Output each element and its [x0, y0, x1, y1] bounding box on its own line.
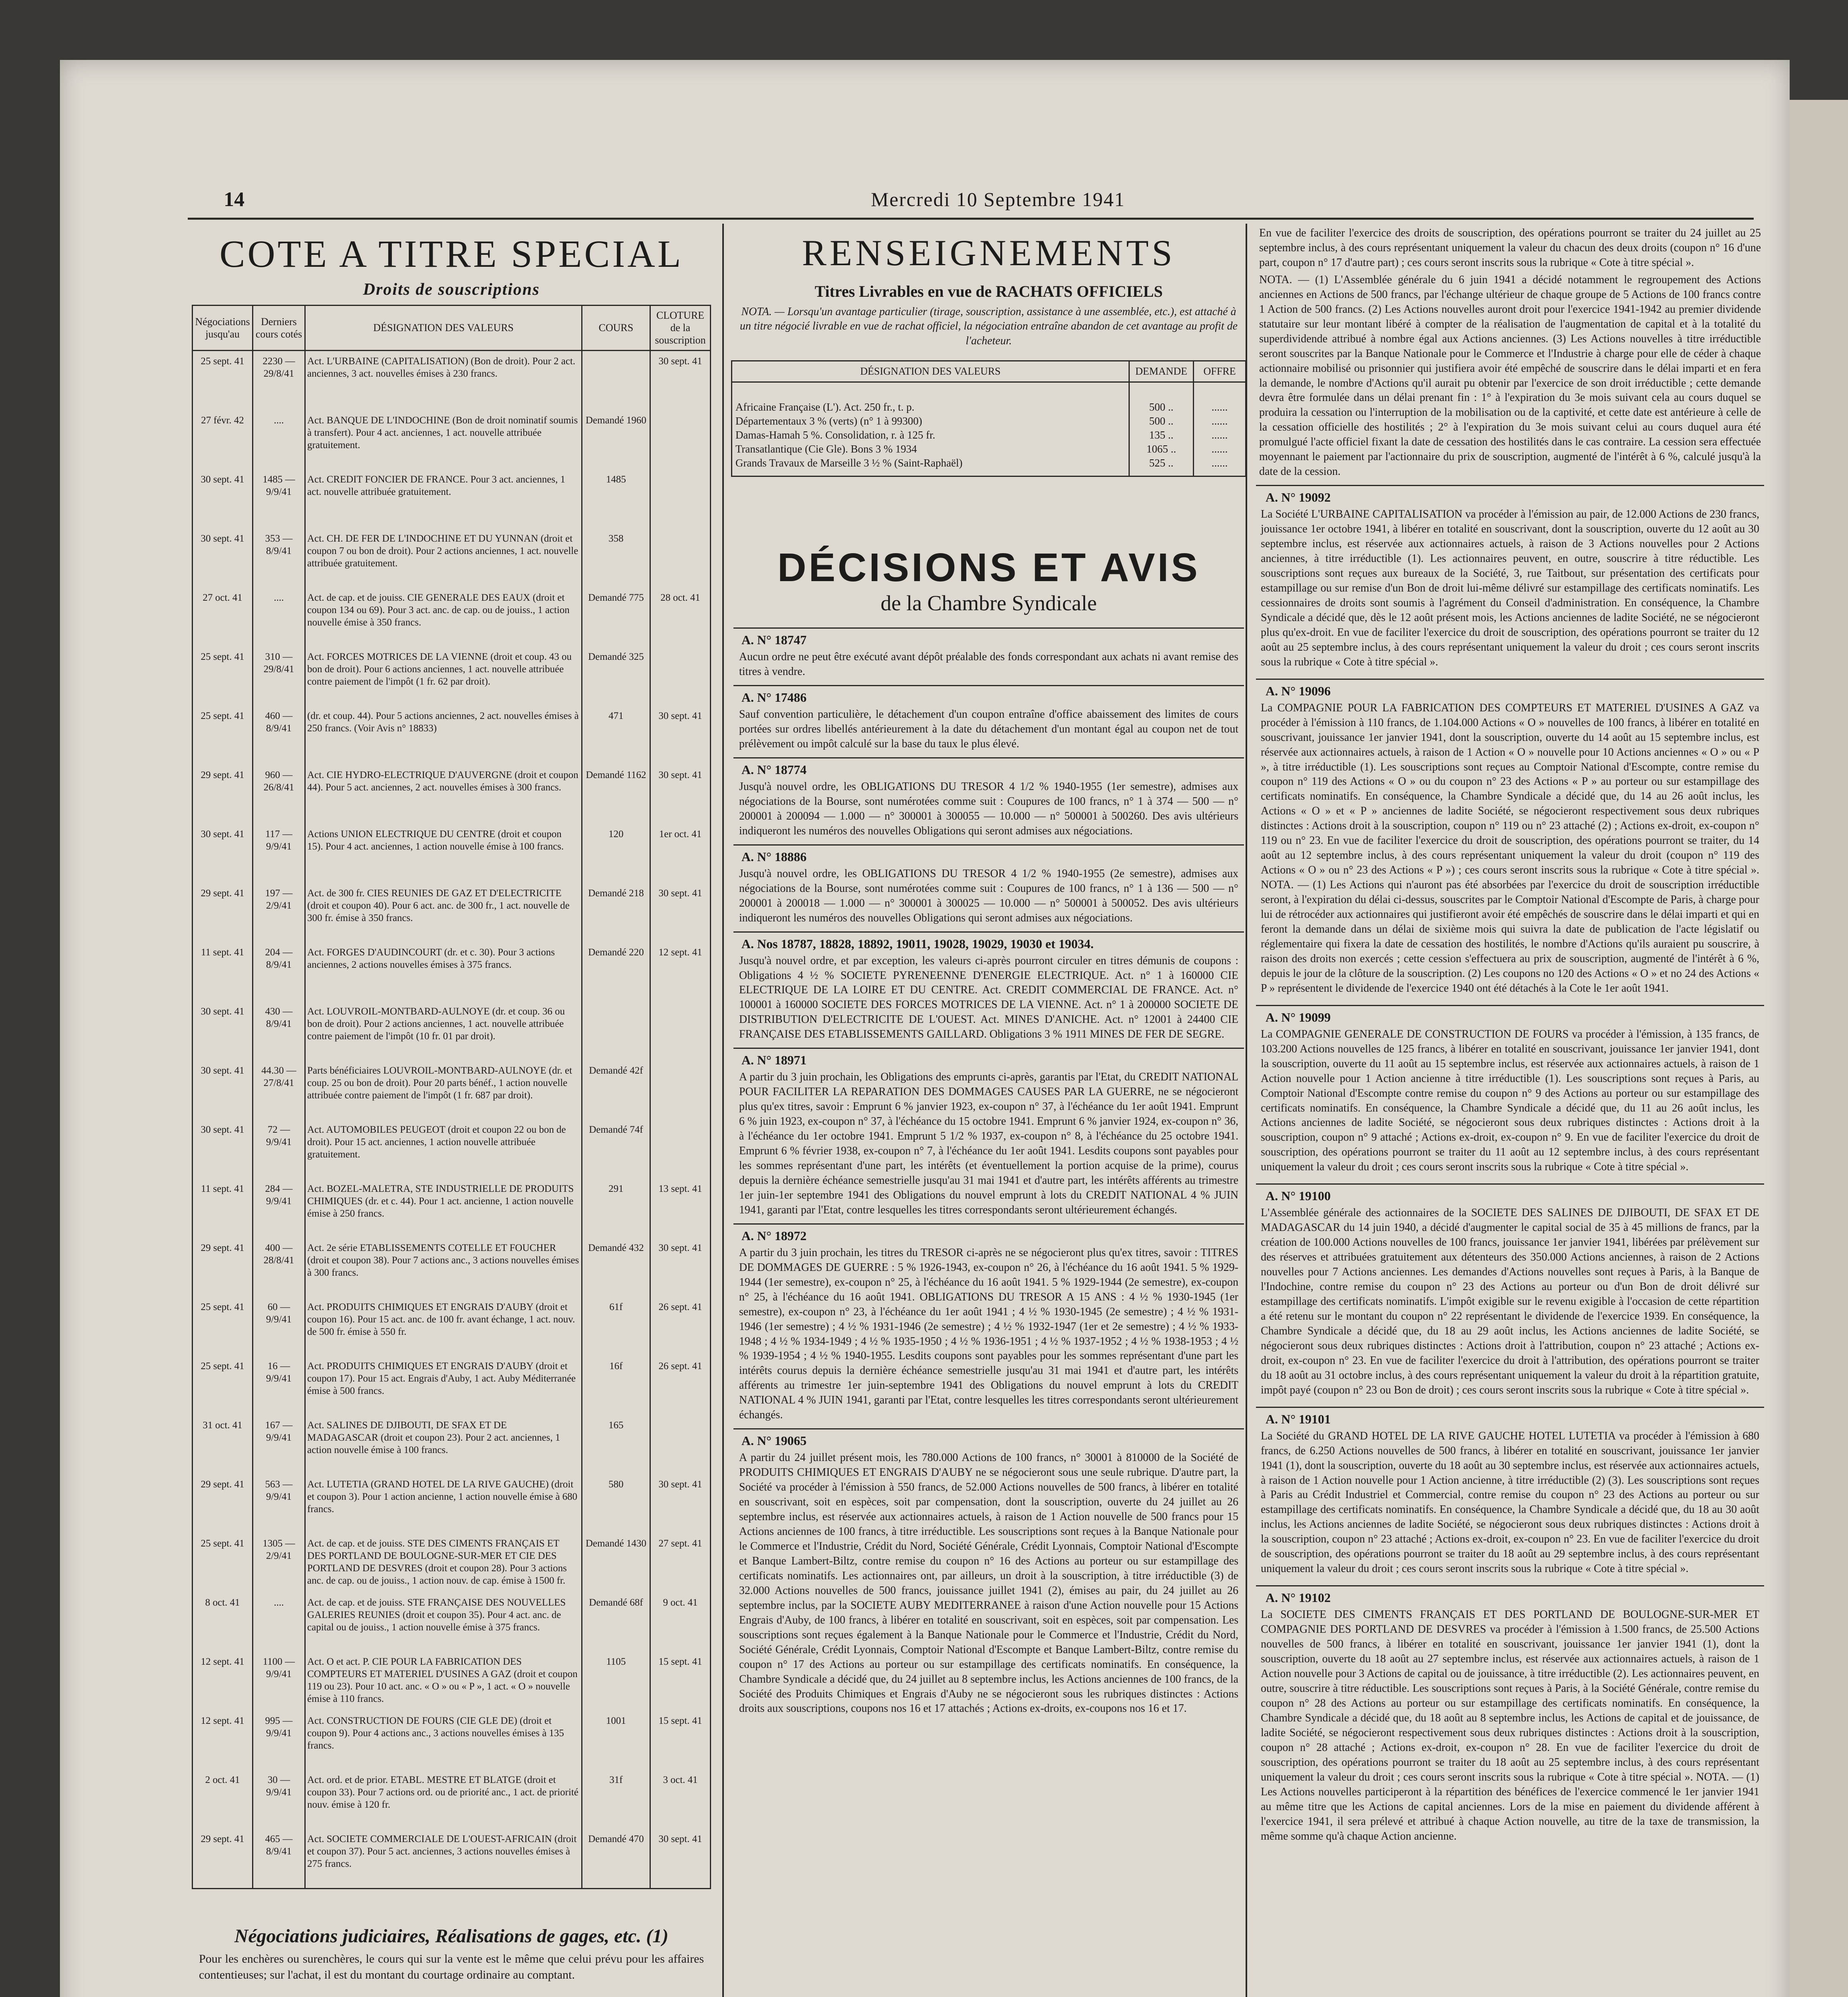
cote-cell-date: 29 sept. 41: [193, 765, 253, 824]
cote-cell-name: Act. L'URBAINE (CAPITALISATION) (Bon de droit). Pour 2 act. anciennes, 3 act. nouvelles émises à 230 francs.: [305, 350, 582, 410]
rachats-cell-name: Départementaux 3 % (verts) (n° 1 à 99300): [732, 414, 1129, 428]
cote-cell-cloture: 13 sept. 41: [650, 1179, 711, 1238]
cote-cell-name: Act. O et act. P. CIE POUR LA FABRICATION DES COMPTEURS ET MATERIEL D'USINES A GAZ (droit et coupon 119 ou 23). Pour 10 act. anc. « O » ou « P », 1 act. « O » nouvelle émise à 110 francs.: [305, 1652, 582, 1711]
cote-cell-cloture: 3 oct. 41: [650, 1770, 711, 1829]
rachats-col-header: DEMANDE: [1129, 361, 1194, 382]
cote-cell-date: 25 sept. 41: [193, 350, 253, 410]
cote-cell-cloture: 30 sept. 41: [650, 1829, 711, 1889]
cote-cell-cloture: [650, 1415, 711, 1474]
cote-cell-date: 12 sept. 41: [193, 1652, 253, 1711]
avis-nota: NOTA. — (1) L'Assemblée générale du 6 juin 1941 a décidé notamment le regroupement des Actions anciennes en Actions de 500 francs, par l'échange ultérieur de chaque groupe de 5 Actions de 100 francs contre 1 Action de 500 francs. (2) Les Actions nouvelles auront droit pour l'exercice 1941-1942 au premier dividende statutaire sur leur montant libéré à compter de la réalisation de l'augmentation de capital et à la totalité du superdividende attribué à nombre égal aux Actions anciennes. (3) Les Actions nouvelles à titre irréductible seront souscrites par la Banque Nationale pour le Commerce et l'Industrie à charge pour elle de céder à chaque actionnaire mobilisé ou prisonnier qui justifiera avoir été empêché de souscrire dans le délai imparti et en fera la demande, le nombre d'Actions qu'il aurait pu obtenir par l'exercice de son droit irréductible ; cette demande devra être formulée dans un délai prenant fin : 1° à l'expiration du 3e mois suivant cela au cours duquel se produira la cessation ou l'interruption de la mobilisation ou de la captivité, et cette date est antérieure à celle de la cessation officielle des hostilités ; 2° à l'expiration du 3e mois suivant celui au cours duquel aura été promulgué l'acte officiel fixant la date de cessation des hostilités dans le cas contraire. La cession sera effectuée moyennant le paiement par l'actionnaire du prix de souscription, augmenté de l'intérêt à 6 %, calculé jusqu'à la date de la cession.: [1259, 273, 1761, 478]
cote-cell-name: Act. SOCIETE COMMERCIALE DE L'OUEST-AFRICAIN (droit et coupon 37). Pour 5 act. anciennes, 3 actions nouvelles émises à 275 francs.: [305, 1829, 582, 1889]
cote-row: [193, 1533, 711, 1592]
cote-row: [193, 1474, 711, 1533]
avis-text: La COMPAGNIE POUR LA FABRICATION DES COMPTEURS ET MATERIEL D'USINES A GAZ va procéder à l'émission à 110 francs, de 1.104.000 Actions « O » nouvelles de 100 francs, à libérer en totalité en souscrivant, jouissance 1er janvier 1941, dont la souscription, ouverte du 14 août au 15 septembre inclus, est réservée aux actionnaires actuels, à raison de 1 Action « O » nouvelle pour 10 Actions anciennes « O » ou « P », à titre irréductible (1). Les souscriptions sont reçues au Comptoir National d'Escompte, contre remise du coupon n° 119 des Actions « O » ou du coupon n° 23 des Actions « P » au porteur ou sur estampillage des certificats nominatifs. En conséquence, la Chambre Syndicale a décidé que, du 14 au 26 août inclus, les Actions « O » et « P » anciennes de ladite Société, se négocieront respectivement sous deux rubriques distinctes : Actions droit à la souscription, coupon n° 119 ou n° 23 attaché (2) ; Actions ex-droit, ex-coupon n° 119 ou n° 23. En vue de faciliter l'exercice du droit de souscription, des opérations pourront se traiter, du 14 août au 12 septembre inclus, à des cours représentant uniquement la valeur du droit (coupon n° 119 des Actions « O » ou n° 23 des Actions « P ») ; ces cours seront inscrits sous la rubrique « Cote à titre spécial ». NOTA. — (1) Les Actions qui n'auront pas été absorbées par l'exercice du droit de souscription irréductible seront, à l'expiration du délai ci-dessus, souscrites par le Comptoir National d'Escompte de Paris, à charge pour lui de rétrocéder aux actionnaires qui justifieront avoir été empêchés de souscrire dans le délai imparti et qui en feront la demande dans un délai de sixième mois qui suivra la date de publication de l'acte législatif ou réglementaire qui fixera la date de cessation des hostilités, le nombre d'Actions qu'ils auraient pu souscrire, à raison des droits non exercés ; cette cession s'effectuera au prix de souscription, augmenté de l'intérêt à 6 %, depuis le jour de la clôture de la souscription. (2) Les coupons no 120 des Actions « O » et no 24 des Actions « P » représentent le dividende de l'exercice 1940 ont été détachés à la Cote le 1er août 1941.: [1261, 701, 1759, 995]
avis-number: A. N° 19099: [1266, 1010, 1331, 1024]
cote-col-header: COURS: [582, 306, 650, 351]
cote-cell-date: 30 sept. 41: [193, 469, 253, 528]
cote-cell-cloture: [650, 1001, 711, 1060]
avis-item: [1256, 1585, 1764, 1844]
cote-cell-cours: 165: [582, 1415, 650, 1474]
cote-cell-name: Act. BANQUE DE L'INDOCHINE (Bon de droit nominatif soumis à transfert). Pour 4 act. anciennes, 1 act. nouvelle attribuée gratuitement.: [305, 410, 582, 469]
cote-cell-date: 27 févr. 42: [193, 410, 253, 469]
rachats-cell-name: Damas-Hamah 5 %. Consolidation, r. à 125 fr.: [732, 428, 1129, 442]
avis-item: [1256, 679, 1764, 996]
cote-column: [192, 224, 711, 1997]
cote-subtitle: Droits de souscriptions: [363, 280, 540, 299]
cote-cell-date: 25 sept. 41: [193, 1356, 253, 1415]
cote-cell-last: 960 — 26/8/41: [253, 765, 305, 824]
decision-item: [733, 931, 1244, 1042]
cote-row: [193, 647, 711, 706]
cote-row: [193, 350, 711, 410]
cote-cell-cours: Demandé 220: [582, 942, 650, 1001]
cote-cell-date: 25 sept. 41: [193, 1297, 253, 1356]
cote-cell-cours: 1001: [582, 1711, 650, 1770]
column-rule-1: [722, 224, 724, 1997]
decision-item: [733, 627, 1244, 679]
cote-cell-cloture: 27 sept. 41: [650, 1533, 711, 1592]
header-rule: [188, 218, 1754, 220]
avis-text: La Société du GRAND HOTEL DE LA RIVE GAUCHE HOTEL LUTETIA va procéder à l'émission à 680 francs, de 6.250 Actions nouvelles de 500 francs, à libérer en totalité en souscrivant, jouissance 1er janvier 1941 (1), dont la souscription, ouverte du 18 août au 30 septembre inclus, est réservée aux actionnaires actuels, à raison de 1 Action nouvelle pour 1 Action ancienne, à titre irréductible (2) (3). Les souscriptions sont reçues à Paris au Crédit Industriel et Commercial, contre remise du coupon n° 23 des Actions au porteur ou sur estampillage des certificats nominatifs. En conséquence, la Chambre Syndicale a décidé que, du 18 au 30 août inclus, les Actions anciennes de ladite Société, se négocieront sous deux rubriques distinctes : Actions droit à la souscription, coupon n° 23 attaché ; Actions ex-droit, ex-coupon n° 23. En vue de faciliter l'exercice du droit de souscription, des opérations pourront se traiter du 18 août au 29 septembre inclus, à des cours représentant uniquement la valeur du droit ; ces cours seront inscrits sous la rubrique « Cote à titre spécial ».: [1261, 1429, 1759, 1575]
cote-cell-last: ....: [253, 410, 305, 469]
cote-cell-date: 2 oct. 41: [193, 1770, 253, 1829]
cote-cell-cloture: [650, 469, 711, 528]
cote-row: [193, 942, 711, 1001]
rachats-row: [732, 428, 1246, 442]
cote-row: [193, 1356, 711, 1415]
cote-cell-name: Act. CH. DE FER DE L'INDOCHINE ET DU YUNNAN (droit et coupon 7 ou bon de droit). Pour 2 actions anciennes, 1 act. nouvelle attribuée gratuitement.: [305, 528, 582, 588]
cote-cell-name: Act. ord. et de prior. ETABL. MESTRE ET BLATGE (droit et coupon 33). Pour 7 actions ord. ou de priorité anc., 1 act. de priorité nouv. émise à 120 fr.: [305, 1770, 582, 1829]
cote-cell-last: 60 — 9/9/41: [253, 1297, 305, 1356]
avis-number: A. N° 19100: [1266, 1189, 1331, 1203]
renseignements-note: NOTA. — Lorsqu'un avantage particulier (tirage, souscription, assistance à une assemblée, etc.), est attaché à un titre négocié livrable en vue de rachat officiel, la négociation entraîne abandon de cet avantage au profit de l'acheteur.: [740, 306, 1238, 347]
cote-cell-last: 44.30 — 27/8/41: [253, 1060, 305, 1120]
cote-cell-cours: 471: [582, 706, 650, 765]
cote-cell-last: 563 — 9/9/41: [253, 1474, 305, 1533]
cote-cell-name: Act. SALINES DE DJIBOUTI, DE SFAX ET DE MADAGASCAR (droit et coupon 23). Pour 2 act. anciennes, 1 action nouvelle émise à 100 francs.: [305, 1415, 582, 1474]
rachats-cell-offre: ......: [1194, 414, 1246, 428]
cote-cell-date: 30 sept. 41: [193, 1060, 253, 1120]
cote-cell-cours: Demandé 1960: [582, 410, 650, 469]
cote-row: [193, 469, 711, 528]
decision-text: A partir du 3 juin prochain, les Obligations des emprunts ci-après, garantis par l'Etat, du CREDIT NATIONAL POUR FACILITER LA REPARATION DES DOMMAGES CAUSES PAR LA GUERRE, ne se négocieront plus qu'ex titres, savoir : Emprunt 6 % janvier 1923, ex-coupon n° 37, à l'échéance du 1er août 1941. Emprunt 6 % juin 1923, ex-coupon n° 37, à l'échéance du 15 octobre 1941. Emprunt 6 % janvier 1924, ex-coupon n° 36, à l'échéance du 1er octobre 1941. Emprunt 5 1/2 % 1937, ex-coupon n° 8, à l'échéance du 25 octobre 1941. Emprunt 6 % février 1938, ex-coupon n° 7, à l'échéance du 1er août 1941. Lesdits coupons sont payables pour les sommes représentant d'une part, les intérêts (et éventuellement la portion acquise de la prime), courus depuis la dernière échéance semestrielle jusqu'au 31 mai 1941 et d'autre part, les intérêts afférents au trimestre 1er juin-1er septembre 1941 des Obligations du nouvel emprunt à lots du CREDIT NATIONAL 4 % JUIN 1941, garanti par l'Etat, contre lesquelles les titres correspondants seront ultérieurement échangés.: [739, 1071, 1238, 1216]
avis-item: [1256, 485, 1764, 669]
cote-header-row: [193, 306, 711, 351]
decision-item: [733, 685, 1244, 752]
cote-cell-date: 8 oct. 41: [193, 1592, 253, 1652]
avis-number: A. N° 19102: [1266, 1590, 1331, 1605]
cote-cell-date: 29 sept. 41: [193, 1238, 253, 1297]
negociations-text: Pour les enchères ou surenchères, le cours qui sur la vente est le même que celui prévu pour les affaires contentieuses; sur l'achat, il est du montant du courtage ordinaire au comptant.: [199, 1952, 704, 1982]
rachats-row: [732, 442, 1246, 456]
page-date: Mercredi 10 Septembre 1941: [871, 188, 1125, 210]
rachats-cell-demande: 135 ..: [1129, 428, 1194, 442]
cote-cell-last: 1100 — 9/9/41: [253, 1652, 305, 1711]
cote-row: [193, 1829, 711, 1889]
cote-cell-cloture: 15 sept. 41: [650, 1711, 711, 1770]
cote-cell-cours: Demandé 1430: [582, 1533, 650, 1592]
cote-cell-cours: [582, 1001, 650, 1060]
decisions-subtitle: de la Chambre Syndicale: [880, 591, 1097, 615]
rachats-cell-offre: ......: [1194, 442, 1246, 456]
rachats-cell-offre: ......: [1194, 428, 1246, 442]
cote-cell-cours: 16f: [582, 1356, 650, 1415]
cote-col-header: Derniers cours cotés: [253, 306, 305, 351]
cote-cell-cours: Demandé 470: [582, 1829, 650, 1889]
avis-number: A. N° 19096: [1266, 683, 1331, 698]
cote-cell-cloture: 15 sept. 41: [650, 1652, 711, 1711]
cote-row: [193, 706, 711, 765]
avis-item: [1256, 1183, 1764, 1398]
cote-cell-cloture: 12 sept. 41: [650, 942, 711, 1001]
cote-cell-cours: Demandé 432: [582, 1238, 650, 1297]
cote-row: [193, 588, 711, 647]
cote-cell-cours: 120: [582, 824, 650, 883]
cote-title: COTE A TITRE SPECIAL: [219, 232, 684, 275]
decision-text: A partir du 24 juillet présent mois, les 780.000 Actions de 100 francs, n° 30001 à 810000 de la Société de PRODUITS CHIMIQUES ET ENGRAIS D'AUBY ne se négocieront sous une seule rubrique. D'autre part, la Société va procéder à l'émission à 550 francs, de 52.000 Actions nouvelles de 500 francs, à libérer en totalité en souscrivant, soit en espèces, soit par compensation, dont la souscription, ouverte du 24 juillet au 26 septembre inclus, est réservée aux actionnaires actuels, à raison de 1 Action nouvelle de 500 francs pour 15 Actions anciennes de 100 francs, à titre irréductible. Les souscriptions sont reçues à la Banque Nationale pour le Commerce et l'Industrie, Crédit du Nord, Société Générale, Crédit Lyonnais, Comptoir National d'Escompte et Banque Lambert-Biltz, contre remise du coupon n° 16 des Actions au porteur ou sur estampillage des certificats nominatifs. Les actionnaires ont, par ailleurs, un droit à la souscription, à titre irréductible (3) de 32.000 Actions nouvelles de 500 francs, jouissance juillet 1941 (2), émises au pair, du 24 juillet au 26 septembre inclus, par la SOCIETE AUBY MEDITERRANEE à raison d'une Action nouvelle pour 15 Actions Engrais d'Auby, de 100 francs, à libérer en totalité en souscrivant, soit en espèces, soit par compensation. Les souscriptions sont reçues également à la Banque Nationale pour le Commerce et l'Industrie, Crédit du Nord, Société Générale, Crédit Lyonnais, Comptoir National d'Escompte et Banque Lambert-Biltz, contre remise du coupon n° 17 des Actions au porteur ou sur estampillage des certificats nominatifs. En conséquence, la Chambre Syndicale a décidé que, du 24 juillet au 8 septembre inclus, les Actions anciennes de 100 francs, de la Société des Produits Chimiques et Engrais d'Auby ne se négocieront sous les rubriques distinctes : Actions droits aux souscriptions, coupons nos 16 et 17 attachés ; Actions ex-droits, ex-coupons nos 16 et 17.: [739, 1451, 1238, 1715]
cote-row: [193, 1297, 711, 1356]
cote-row: [193, 1238, 711, 1297]
cote-cell-date: 12 sept. 41: [193, 1711, 253, 1770]
cote-col-header: CLOTURE de la souscription: [650, 306, 711, 351]
decision-text: A partir du 3 juin prochain, les titres du TRESOR ci-après ne se négocieront plus qu'ex titres, savoir : TITRES DE DOMMAGES DE GUERRE : 5 % 1926-1943, ex-coupon n° 26, à l'échéance du 16 août 1941. 5 % 1929-1944 (1er semestre), ex-coupon n° 25, à l'échéance du 16 août 1941. 5 % 1929-1944 (2e semestre), ex-coupon n° 25, à l'échéance du 16 août 1941. OBLIGATIONS DU TRESOR A 15 ANS : 4 ½ % 1930-1945 (1er semestre), ex-coupon n° 23, à l'échéance du 1er août 1941 ; 4 ½ % 1930-1945 (2e semestre) ; 4 ½ % 1931-1946 (1er semestre) ; 4 ½ % 1931-1946 (2e semestre) ; 4 ½ % 1932-1947 (1er et 2e semestre) ; 4 ½ % 1933-1948 ; 4 ½ % 1934-1949 ; 4 ½ % 1935-1950 ; 4 ½ % 1936-1951 ; 4 ½ % 1937-1952 ; 4 ½ % 1938-1953 ; 4 ½ % 1939-1954 ; 4 ½ % 1940-1955. Lesdits coupons sont payables pour les sommes représentant d'une part les intérêts courus depuis la dernière échéance semestrielle jusqu'au 31 mai 1941 et d'autre part, les intérêts afférents au trimestre 1er juin-septembre 1941 des Obligations du nouvel emprunt à lots du CREDIT NATIONAL 4 % JUIN 1941, garanti par l'Etat, contre lesquelles les titres correspondants seront ultérieurement échangés.: [739, 1246, 1238, 1421]
cote-row: [193, 1652, 711, 1711]
avis-text: La Société L'URBAINE CAPITALISATION va procéder à l'émission au pair, de 12.000 Actions de 230 francs, jouissance 1er octobre 1941, à libérer en totalité en souscrivant, dont la souscription, ouverte du 12 août au 30 septembre inclus, est réservée aux actionnaires actuels, à raison de 3 Actions nouvelles pour 2 Actions anciennes, à titre irréductible (1). Les actionnaires peuvent, en outre, souscrire à titre réductible. Les souscriptions sont reçues aux bureaux de la Société, 3, rue Taitbout, sur présentation des certificats pour estampillage ou sur remise d'un Bon de droit lui-même délivré sur estampillage des certificats nominatifs. Les cessionnaires de droits sont soumis à l'agrément du Conseil d'administration. En conséquence, la Chambre Syndicale a décidé que, dès le 12 août présent mois, les Actions anciennes de ladite Société, ne se négocieront plus qu'ex-droit. En vue de faciliter l'exercice du droit de souscription, des opérations pourront se traiter du 12 août au 25 septembre inclus, à des cours représentant uniquement la valeur du droit ; ces cours seront inscrits sous la rubrique « Cote à titre spécial ».: [1261, 508, 1759, 668]
avis-text: La COMPAGNIE GENERALE DE CONSTRUCTION DE FOURS va procéder à l'émission, à 135 francs, de 103.200 Actions nouvelles de 125 francs, à libérer en totalité en souscrivant, jouissance 1er janvier 1941, dont la souscription, ouverte du 11 août au 15 septembre inclus, est réservée aux actionnaires actuels, à raison de 1 Action nouvelle pour 1 Action ancienne à titre irréductible (1). Les souscriptions sont reçues à Paris, au Comptoir National d'Escompte contre remise du coupon n° 9 des Actions au porteur ou sur estampillage des certificats nominatifs. En conséquence, la Chambre Syndicale a décidé que, du 11 au 26 août inclus, les Actions anciennes de ladite Société, se négocieront sous deux rubriques distinctes : Actions droit à la souscription, coupon n° 9 attaché ; Actions ex-droit, ex-coupon n° 9. En vue de faciliter l'exercice du droit de souscription, des opérations pourront se traiter du 11 août au 12 septembre inclus, à des cours représentant uniquement la valeur du droit ; ces cours seront inscrits sous la rubrique « Cote à titre spécial ».: [1261, 1028, 1759, 1173]
cote-cell-last: 197 — 2/9/41: [253, 883, 305, 942]
rachats-table-body: [732, 382, 1246, 476]
cote-cell-date: 29 sept. 41: [193, 883, 253, 942]
cote-cell-name: Act. LUTETIA (GRAND HOTEL DE LA RIVE GAUCHE) (droit et coupon 3). Pour 1 action ancienne, 1 action nouvelle émise à 680 francs.: [305, 1474, 582, 1533]
cote-cell-cours: Demandé 218: [582, 883, 650, 942]
cote-cell-last: ....: [253, 1592, 305, 1652]
cote-row: [193, 1179, 711, 1238]
cote-cell-cloture: [650, 1120, 711, 1179]
decision-text: Jusqu'à nouvel ordre, les OBLIGATIONS DU TRESOR 4 1/2 % 1940-1955 (2e semestre), admises aux négociations de la Bourse, sont numérotées comme suit : Coupures de 100 francs, n° 1 à 136 — 500 — n° 200001 à 200018 — 1.000 — n° 300001 à 300025 — 10.000 — n° 500001 à 500052. Des avis ultérieurs indiqueront les numéros des nouvelles Obligations qui seront admises aux négociations.: [739, 867, 1238, 924]
page-edge-right: [1790, 100, 1848, 1997]
cote-cell-name: Act. CONSTRUCTION DE FOURS (CIE GLE DE) (droit et coupon 9). Pour 4 actions anc., 3 actions nouvelles émises à 135 francs.: [305, 1711, 582, 1770]
decision-number: A. N° 18886: [741, 849, 807, 864]
cote-cell-name: Act. de 300 fr. CIES REUNIES DE GAZ ET D'ELECTRICITE (droit et coupon 40). Pour 6 act. anc. de 300 fr., 1 act. nouvelle de 300 fr. émise à 350 francs.: [305, 883, 582, 942]
cote-cell-last: 30 — 9/9/41: [253, 1770, 305, 1829]
cote-cell-cours: Demandé 775: [582, 588, 650, 647]
rachats-cell-offre: ......: [1194, 456, 1246, 476]
decision-text: Jusqu'à nouvel ordre, les OBLIGATIONS DU TRESOR 4 1/2 % 1940-1955 (1er semestre), admises aux négociations de la Bourse, sont numérotées comme suit : Coupures de 100 francs, n° 1 à 374 — 500 — n° 200001 à 200094 — 1.000 — n° 300001 à 300055 — 10.000 — n° 500001 à 500260. Des avis ultérieurs indiqueront les numéros des nouvelles Obligations qui seront admises aux négociations.: [739, 780, 1238, 837]
cote-cell-cours: [582, 350, 650, 410]
cote-cell-name: Act. FORGES D'AUDINCOURT (dr. et c. 30). Pour 3 actions anciennes, 2 actions nouvelles émises à 375 francs.: [305, 942, 582, 1001]
cote-cell-last: 167 — 9/9/41: [253, 1415, 305, 1474]
cote-row: [193, 883, 711, 942]
cote-cell-cloture: 26 sept. 41: [650, 1297, 711, 1356]
cote-col-header: DÉSIGNATION DES VALEURS: [305, 306, 582, 351]
cote-cell-last: 1485 — 9/9/41: [253, 469, 305, 528]
cote-cell-last: 460 — 8/9/41: [253, 706, 305, 765]
cote-cell-date: 30 sept. 41: [193, 824, 253, 883]
cote-cell-cours: 1105: [582, 1652, 650, 1711]
decision-item: [733, 1048, 1244, 1218]
cote-cell-name: Act. PRODUITS CHIMIQUES ET ENGRAIS D'AUBY (droit et coupon 16). Pour 15 act. anc. de 100 fr. avant échange, 1 act. nouv. de 500 fr. émise à 550 fr.: [305, 1297, 582, 1356]
cote-cell-name: Act. 2e série ETABLISSEMENTS COTELLE ET FOUCHER (droit et coupon 38). Pour 7 actions anc., 3 actions nouvelles émises à 300 francs.: [305, 1238, 582, 1297]
rachats-cell-demande: 1065 ..: [1129, 442, 1194, 456]
cote-cell-last: 400 — 28/8/41: [253, 1238, 305, 1297]
rachats-spacer-cell: [1129, 382, 1194, 401]
cote-table: [192, 305, 711, 1889]
renseignements-column: [731, 224, 1246, 1997]
cote-cell-date: 31 oct. 41: [193, 1415, 253, 1474]
rachats-cell-demande: 500 ..: [1129, 414, 1194, 428]
rachats-spacer-cell: [1194, 382, 1246, 401]
rachats-cell-demande: 525 ..: [1129, 456, 1194, 476]
rachats-cell-name: Transatlantique (Cie Gle). Bons 3 % 1934: [732, 442, 1129, 456]
avis-text: L'Assemblée générale des actionnaires de la SOCIETE DES SALINES DE DJIBOUTI, DE SFAX ET DE MADAGASCAR du 14 juin 1940, a décidé d'augmenter le capital social de 35 à 45 millions de francs, par la création de 100.000 Actions nouvelles de 100 francs, jouissance 1er janvier 1941, libérées par prélèvement sur des réserves et attribuées gratuitement aux détenteurs des 350.000 Actions anciennes, à raison de 2 Actions nouvelles pour 7 Actions anciennes. Les demandes d'Actions nouvelles sont reçues à Paris, à la Banque de l'Indochine, contre remise du coupon n° 23 des Actions au porteur ou d'un Bon de droit délivré sur estampillage des certificats nominatifs. L'impôt exigible sur le revenu exigible à l'occasion de cette répartition a été retenu sur le montant du coupon n° 22 représentant le dividende de l'exercice 1939. En conséquence, la Chambre Syndicale a décidé que, du 18 au 29 août inclus, les Actions anciennes de ladite Société, se négocieront sous deux rubriques distinctes : Actions droit à l'attribution, coupon n° 23 attaché ; Actions ex-droit, ex-coupon n° 23. En vue de faciliter l'exercice du droit à l'attribution, des opérations pourront se traiter du 18 août au 31 octobre inclus, à des cours représentant uniquement la valeur du droit à la répartition gratuite, impôt payé (coupon n° 23 ou Bon de droit) ; ces cours seront inscrits sous la rubrique « Cote à titre spécial ».: [1261, 1207, 1759, 1396]
rachats-col-header: OFFRE: [1194, 361, 1246, 382]
rachats-cell-offre: ......: [1194, 400, 1246, 414]
decision-number: A. N° 17486: [741, 690, 807, 705]
cote-row: [193, 824, 711, 883]
cote-cell-date: 27 oct. 41: [193, 588, 253, 647]
avis-intro: En vue de faciliter l'exercice des droits de souscription, des opérations pourront se traiter du 24 juillet au 25 septembre inclus, à des cours représentant uniquement la valeur du chacun des deux droits (coupon n° 16 d'une part, coupon n° 17 d'autre part) ; ces cours seront inscrits sous la rubrique « Cote à titre spécial ».: [1259, 227, 1761, 269]
decision-item: [733, 844, 1244, 926]
cote-cell-date: 25 sept. 41: [193, 1533, 253, 1592]
rachats-spacer-row: [732, 382, 1246, 401]
decision-text: Sauf convention particulière, le détachement d'un coupon entraîne d'office abaissement des limites de cours portées sur ordres libellés antérieurement à la date du détachement d'un montant égal au coupon net de tout prélèvement ou impôt calculé sur la base du taux le plus élevé.: [739, 708, 1238, 750]
avis-column: [1254, 224, 1766, 1997]
cote-cell-cloture: [650, 410, 711, 469]
renseignements-title: RENSEIGNEMENTS: [802, 232, 1176, 273]
avis-number: A. N° 19092: [1266, 490, 1331, 505]
cote-cell-date: 30 sept. 41: [193, 528, 253, 588]
cote-cell-cours: Demandé 325: [582, 647, 650, 706]
rachats-row: [732, 456, 1246, 476]
rachats-header-row: [732, 361, 1246, 382]
cote-cell-last: ....: [253, 588, 305, 647]
cote-cell-date: 11 sept. 41: [193, 942, 253, 1001]
decisions-list: [731, 627, 1246, 1716]
cote-cell-name: Act. de cap. et de jouiss. STE DES CIMENTS FRANÇAIS ET DES PORTLAND DE BOULOGNE-SUR-MER ET CIE DES PORTLAND DE DESVRES (droit et coupon 28). Pour 3 actions anc. de cap. ou de jouiss., 1 action nouv. de cap. émise à 1500 fr.: [305, 1533, 582, 1592]
cote-cell-cloture: 30 sept. 41: [650, 1238, 711, 1297]
decision-item: [733, 757, 1244, 839]
cote-cell-cours: Demandé 68f: [582, 1592, 650, 1652]
rachats-cell-name: Africaine Française (L'). Act. 250 fr., t. p.: [732, 400, 1129, 414]
cote-cell-last: 465 — 8/9/41: [253, 1829, 305, 1889]
decision-number: A. N° 18774: [741, 762, 807, 777]
cote-cell-last: 2230 — 29/8/41: [253, 350, 305, 410]
cote-cell-cloture: [650, 1060, 711, 1120]
decisions-title: DÉCISIONS ET AVIS: [777, 545, 1200, 590]
cote-row: [193, 528, 711, 588]
cote-cell-last: 1305 — 2/9/41: [253, 1533, 305, 1592]
cote-cell-cours: 358: [582, 528, 650, 588]
avis-text: La SOCIETE DES CIMENTS FRANÇAIS ET DES PORTLAND DE BOULOGNE-SUR-MER ET COMPAGNIE DES PORTLAND DE DESVRES va procéder à l'émission à 1.500 francs, de 25.500 Actions nouvelles de 500 francs, à libérer en totalité en souscrivant, jouissance 1er janvier 1941 (1), dont la souscription, ouverte du 18 août au 27 septembre inclus, est réservée aux actionnaires actuels, à raison de 1 Action nouvelle pour 3 Actions de capital ou de jouissance, à titre irréductible (2). Les actionnaires peuvent, en outre, souscrire à titre réductible. Les souscriptions sont reçues à Paris, à la Société Générale, contre remise du coupon n° 28 des Actions au porteur ou sur estampillage des certificats nominatifs. En conséquence, la Chambre Syndicale a décidé que, du 18 août au 8 septembre inclus, les Actions de capital et de jouissance, de ladite Société, se négocieront respectivement sous deux rubriques distinctes : Actions droit à la souscription, coupon n° 28 attaché ; Actions ex-droit, ex-coupon n° 28. En vue de faciliter l'exercice du droit de souscription, des opérations pourront se traiter du 18 août au 25 septembre inclus, à des cours représentant uniquement la valeur du droit ; ces cours seront inscrits sous la rubrique « Cote à titre spécial ». NOTA. — (1) Les Actions nouvelles participeront à la répartition des bénéfices de l'exercice commencé le 1er janvier 1941 au même titre que les Actions de capital anciennes. Lors de la mise en paiement du dividende afférent à l'exercice 1941, il sera prélevé et attribué à chaque Action nouvelle, au titre de la taxe de transmission, la même somme qu'à chaque Action ancienne.: [1261, 1608, 1759, 1842]
cote-cell-cloture: 1er oct. 41: [650, 824, 711, 883]
decision-text: Jusqu'à nouvel ordre, et par exception, les valeurs ci-après pourront circuler en titres démunis de coupons : Obligations 4 ½ % SOCIETE PYRENEENNE D'ENERGIE ELECTRIQUE. Act. n° 1 à 160000 CIE ELECTRIQUE DE LA LOIRE ET DU CENTRE. Act. CREDIT COMMERCIAL DE FRANCE. Act. n° 100001 à 160000 SOCIETE DES FORCES MOTRICES DE LA VIENNE. Act. n° 1 à 200000 SOCIETE DE DISTRIBUTION D'ELECTRICITE DE L'OUEST. Act. MINES D'ANICHE. Act. n° 12001 à 24400 CIE FRANÇAISE DES ETABLISSEMENTS GAILLARD. Obligations 3 % 1911 MINES DE FER DE SEGRE.: [739, 954, 1238, 1041]
cote-row: [193, 1001, 711, 1060]
page-number: 14: [224, 188, 244, 211]
cote-row: [193, 765, 711, 824]
cote-cell-cloture: 26 sept. 41: [650, 1356, 711, 1415]
decision-number: A. N° 18972: [741, 1228, 807, 1243]
cote-table-body: [193, 350, 711, 1888]
cote-cell-cloture: 30 sept. 41: [650, 350, 711, 410]
rachats-row: [732, 414, 1246, 428]
avis-number: A. N° 19101: [1266, 1411, 1331, 1426]
decision-number: A. N° 19065: [741, 1433, 807, 1448]
cote-cell-last: 284 — 9/9/41: [253, 1179, 305, 1238]
rachats-spacer-cell: [732, 382, 1129, 401]
cote-cell-cours: 1485: [582, 469, 650, 528]
cote-cell-cours: 291: [582, 1179, 650, 1238]
cote-cell-date: 25 sept. 41: [193, 647, 253, 706]
cote-cell-cloture: 28 oct. 41: [650, 588, 711, 647]
cote-cell-date: 30 sept. 41: [193, 1120, 253, 1179]
cote-cell-name: Act. FORCES MOTRICES DE LA VIENNE (droit et coup. 43 ou bon de droit). Pour 6 actions anciennes, 1 act. nouvelle attribuée contre paiement de l'impôt (1 fr. 62 par droit).: [305, 647, 582, 706]
cote-row: [193, 1415, 711, 1474]
cote-cell-cours: Demandé 42f: [582, 1060, 650, 1120]
cote-cell-last: 430 — 8/9/41: [253, 1001, 305, 1060]
cote-cell-name: Parts bénéficiaires LOUVROIL-MONTBARD-AULNOYE (dr. et coup. 25 ou bon de droit). Pour 20 parts bénéf., 1 action nouvelle attribuée contre paiement de l'impôt (1 fr. 687 par droit).: [305, 1060, 582, 1120]
rachats-cell-name: Grands Travaux de Marseille 3 ½ % (Saint-Raphaël): [732, 456, 1129, 476]
avis-item: [1256, 1407, 1764, 1577]
cote-cell-name: Act. AUTOMOBILES PEUGEOT (droit et coupon 22 ou bon de droit). Pour 15 act. anciennes, 1 action nouvelle attribuée gratuitement.: [305, 1120, 582, 1179]
renseignements-subtitle: Titres Livrables en vue de RACHATS OFFICIELS: [815, 282, 1163, 300]
cote-cell-name: Act. LOUVROIL-MONTBARD-AULNOYE (dr. et coup. 36 ou bon de droit). Pour 2 actions anciennes, 1 act. nouvelle attribuée contre paiement de l'impôt (10 fr. 01 par droit).: [305, 1001, 582, 1060]
cote-cell-date: 29 sept. 41: [193, 1474, 253, 1533]
rachats-row: [732, 400, 1246, 414]
cote-cell-name: Act. de cap. et de jouiss. STE FRANÇAISE DES NOUVELLES GALERIES REUNIES (droit et coupon 35). Pour 4 act. anc. de capital ou de jouiss., 1 action nouvelle émise à 375 francs.: [305, 1592, 582, 1652]
rachats-table: [731, 360, 1246, 477]
cote-cell-cloture: 30 sept. 41: [650, 765, 711, 824]
cote-cell-date: 30 sept. 41: [193, 1001, 253, 1060]
cote-cell-date: 11 sept. 41: [193, 1179, 253, 1238]
cote-row: [193, 1060, 711, 1120]
cote-cell-name: Act. de cap. et de jouiss. CIE GENERALE DES EAUX (droit et coupon 134 ou 69). Pour 3 act. anc. de cap. ou de jouiss., 1 action nouvelle émise à 350 francs.: [305, 588, 582, 647]
cote-cell-name: Act. PRODUITS CHIMIQUES ET ENGRAIS D'AUBY (droit et coupon 17). Pour 15 act. Engrais d'Auby, 1 act. Auby Méditerranée émise à 500 francs.: [305, 1356, 582, 1415]
decision-number: A. N° 18747: [741, 633, 807, 647]
cote-row: [193, 1592, 711, 1652]
negociations-title: Négociations judiciaires, Réalisations de gages, etc. (1): [234, 1925, 669, 1947]
cote-cell-cloture: 9 oct. 41: [650, 1592, 711, 1652]
cote-cell-cloture: 30 sept. 41: [650, 1474, 711, 1533]
cote-cell-last: 72 — 9/9/41: [253, 1120, 305, 1179]
cote-cell-last: 310 — 29/8/41: [253, 647, 305, 706]
cote-row: [193, 1120, 711, 1179]
cote-row: [193, 410, 711, 469]
decision-number: A. Nos 18787, 18828, 18892, 19011, 19028, 19029, 19030 et 19034.: [741, 936, 1094, 951]
cote-cell-name: (dr. et coup. 44). Pour 5 actions anciennes, 2 act. nouvelles émises à 250 francs. (Voir Avis n° 18833): [305, 706, 582, 765]
cote-cell-cours: Demandé 74f: [582, 1120, 650, 1179]
cote-cell-cours: 31f: [582, 1770, 650, 1829]
cote-cell-name: Act. CIE HYDRO-ELECTRIQUE D'AUVERGNE (droit et coupon 44). Pour 5 act. anciennes, 2 act. nouvelles émises à 300 francs.: [305, 765, 582, 824]
cote-cell-cloture: [650, 647, 711, 706]
cote-cell-name: Act. BOZEL-MALETRA, STE INDUSTRIELLE DE PRODUITS CHIMIQUES (dr. et c. 44). Pour 1 act. ancienne, 1 action nouvelle émise à 250 francs.: [305, 1179, 582, 1238]
cote-col-header: Négociations jusqu'au: [193, 306, 253, 351]
cote-cell-name: Actions UNION ELECTRIQUE DU CENTRE (droit et coupon 15). Pour 4 act. anciennes, 1 action nouvelle émise à 100 francs.: [305, 824, 582, 883]
cote-cell-cours: Demandé 1162: [582, 765, 650, 824]
avis-item: [1256, 1005, 1764, 1175]
cote-cell-cloture: [650, 528, 711, 588]
cote-row: [193, 1770, 711, 1829]
cote-cell-cloture: 30 sept. 41: [650, 883, 711, 942]
cote-cell-cours: 61f: [582, 1297, 650, 1356]
cote-cell-date: 29 sept. 41: [193, 1829, 253, 1889]
decision-item: [733, 1428, 1244, 1716]
cote-cell-date: 25 sept. 41: [193, 706, 253, 765]
decision-item: [733, 1223, 1244, 1423]
cote-cell-last: 204 — 8/9/41: [253, 942, 305, 1001]
rachats-cell-demande: 500 ..: [1129, 400, 1194, 414]
avis-list: [1254, 485, 1766, 1844]
cote-cell-last: 117 — 9/9/41: [253, 824, 305, 883]
cote-cell-last: 16 — 9/9/41: [253, 1356, 305, 1415]
decision-number: A. N° 18971: [741, 1053, 807, 1068]
decision-text: Aucun ordre ne peut être exécuté avant dépôt préalable des fonds correspondant aux achats ni avant remise des titres à vendre.: [739, 651, 1238, 678]
cote-cell-cours: 580: [582, 1474, 650, 1533]
cote-cell-name: Act. CREDIT FONCIER DE FRANCE. Pour 3 act. anciennes, 1 act. nouvelle attribuée gratuitement.: [305, 469, 582, 528]
cote-cell-cloture: 30 sept. 41: [650, 706, 711, 765]
cote-cell-last: 353 — 8/9/41: [253, 528, 305, 588]
cote-row: [193, 1711, 711, 1770]
rachats-col-header: DÉSIGNATION DES VALEURS: [732, 361, 1129, 382]
cote-cell-last: 995 — 9/9/41: [253, 1711, 305, 1770]
